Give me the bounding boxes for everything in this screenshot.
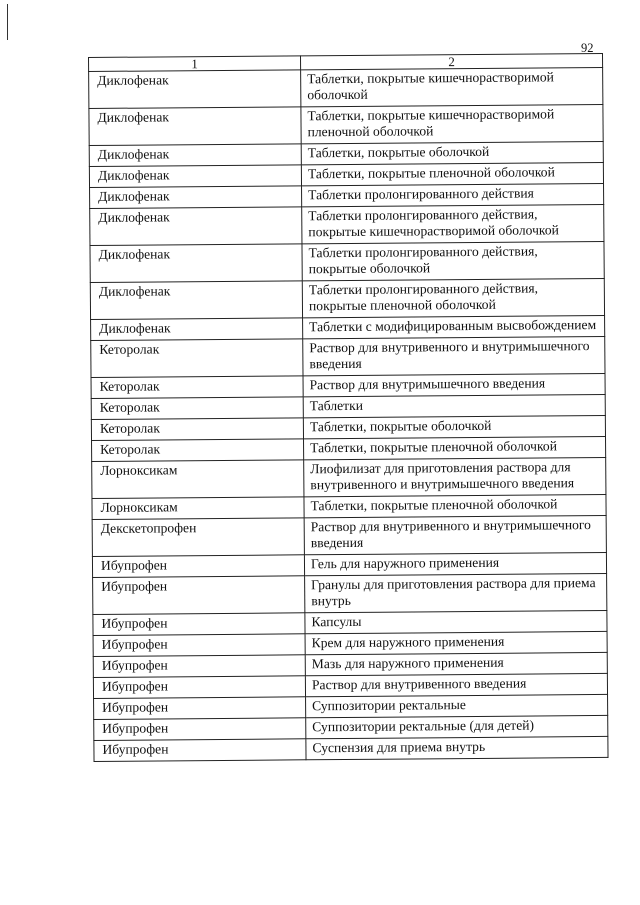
table-row xyxy=(90,204,604,245)
column-header-1: 1 xyxy=(89,56,301,72)
column-header-2: 2 xyxy=(300,53,602,69)
dosage-form-cell: Раствор для внутримышечного введения xyxy=(303,373,605,396)
table-row xyxy=(91,336,605,377)
dosage-form-cell: Гель для наружного применения xyxy=(304,552,606,575)
table-row xyxy=(93,573,607,614)
dosage-form-cell: Крем для наружного применения xyxy=(305,631,607,654)
dosage-form-cell: Суспензия для приема внутрь xyxy=(306,736,608,759)
drug-name-cell: Ибупрофен xyxy=(94,718,306,741)
dosage-form-cell: Раствор для внутривенного введения xyxy=(305,673,607,696)
drug-name-cell: Кеторолак xyxy=(91,397,303,420)
drug-name-cell: Декскетопрофен xyxy=(92,518,304,557)
table-row xyxy=(89,104,603,145)
drug-name-cell: Кеторолак xyxy=(91,418,303,441)
drug-form-table xyxy=(88,53,609,762)
dosage-form-cell: Таблетки пролонгированного действия, покрытые пленочной оболочкой xyxy=(302,278,604,317)
dosage-form-cell: Суппозитории ректальные (для детей) xyxy=(306,715,608,738)
drug-name-cell: Диклофенак xyxy=(91,318,303,341)
drug-name-cell: Диклофенак xyxy=(90,207,302,246)
drug-name-cell: Диклофенак xyxy=(89,107,301,146)
dosage-form-cell: Суппозитории ректальные xyxy=(306,694,608,717)
drug-name-cell: Ибупрофен xyxy=(93,655,305,678)
drug-name-cell: Лорноксикам xyxy=(92,460,304,499)
drug-table-container xyxy=(88,53,608,762)
dosage-form-cell: Мазь для наружного применения xyxy=(305,652,607,675)
dosage-form-cell: Таблетки, покрытые оболочкой xyxy=(301,141,603,164)
drug-name-cell: Кеторолак xyxy=(91,376,303,399)
dosage-form-cell: Таблетки пролонгированного действия, покрытые оболочкой xyxy=(302,241,604,280)
dosage-form-cell: Таблетки, покрытые пленочной оболочкой xyxy=(304,494,606,517)
drug-name-cell: Ибупрофен xyxy=(92,555,304,578)
drug-name-cell: Лорноксикам xyxy=(92,497,304,520)
table-row xyxy=(90,278,604,319)
drug-name-cell: Диклофенак xyxy=(89,70,301,109)
dosage-form-cell: Раствор для внутривенного и внутримышечного введения xyxy=(304,515,606,554)
drug-name-cell: Ибупрофен xyxy=(94,697,306,720)
table-row xyxy=(92,457,606,498)
dosage-form-cell: Таблетки, покрытые кишечнорастворимой пленочной оболочкой xyxy=(301,104,603,143)
drug-name-cell: Диклофенак xyxy=(89,144,301,167)
drug-name-cell: Ибупрофен xyxy=(93,613,305,636)
drug-name-cell: Ибупрофен xyxy=(94,739,306,762)
drug-name-cell: Диклофенак xyxy=(89,165,301,188)
dosage-form-cell: Таблетки пролонгированного действия, покрытые кишечнорастворимой оболочкой xyxy=(302,204,604,243)
dosage-form-cell: Капсулы xyxy=(305,610,607,633)
drug-name-cell: Ибупрофен xyxy=(93,676,305,699)
dosage-form-cell: Таблетки xyxy=(303,394,605,417)
dosage-form-cell: Таблетки с модифицированным высвобождением xyxy=(303,315,605,338)
drug-name-cell: Кеторолак xyxy=(92,439,304,462)
dosage-form-cell: Таблетки, покрытые пленочной оболочкой xyxy=(301,162,603,185)
dosage-form-cell: Гранулы для приготовления раствора для приема внутрь xyxy=(305,573,607,612)
drug-name-cell: Ибупрофен xyxy=(93,634,305,657)
drug-name-cell: Диклофенак xyxy=(90,244,302,283)
dosage-form-cell: Раствор для внутривенного и внутримышечного введения xyxy=(303,336,605,375)
margin-mark xyxy=(7,4,8,40)
drug-name-cell: Диклофенак xyxy=(90,281,302,320)
page-number: 92 xyxy=(581,41,594,55)
dosage-form-cell: Таблетки, покрытые кишечнорастворимой оболочкой xyxy=(301,67,603,106)
dosage-form-cell: Лиофилизат для приготовления раствора для внутривенного и внутримышечного введения xyxy=(304,457,606,496)
dosage-form-cell: Таблетки, покрытые оболочкой xyxy=(303,415,605,438)
table-row xyxy=(89,67,603,108)
table-row xyxy=(90,241,604,282)
drug-name-cell: Диклофенак xyxy=(90,186,302,209)
drug-name-cell: Ибупрофен xyxy=(93,576,305,615)
dosage-form-cell: Таблетки, покрытые пленочной оболочкой xyxy=(304,436,606,459)
drug-name-cell: Кеторолак xyxy=(91,339,303,378)
table-body xyxy=(89,67,608,761)
dosage-form-cell: Таблетки пролонгированного действия xyxy=(302,183,604,206)
table-row xyxy=(92,515,606,556)
table-row xyxy=(94,736,608,761)
